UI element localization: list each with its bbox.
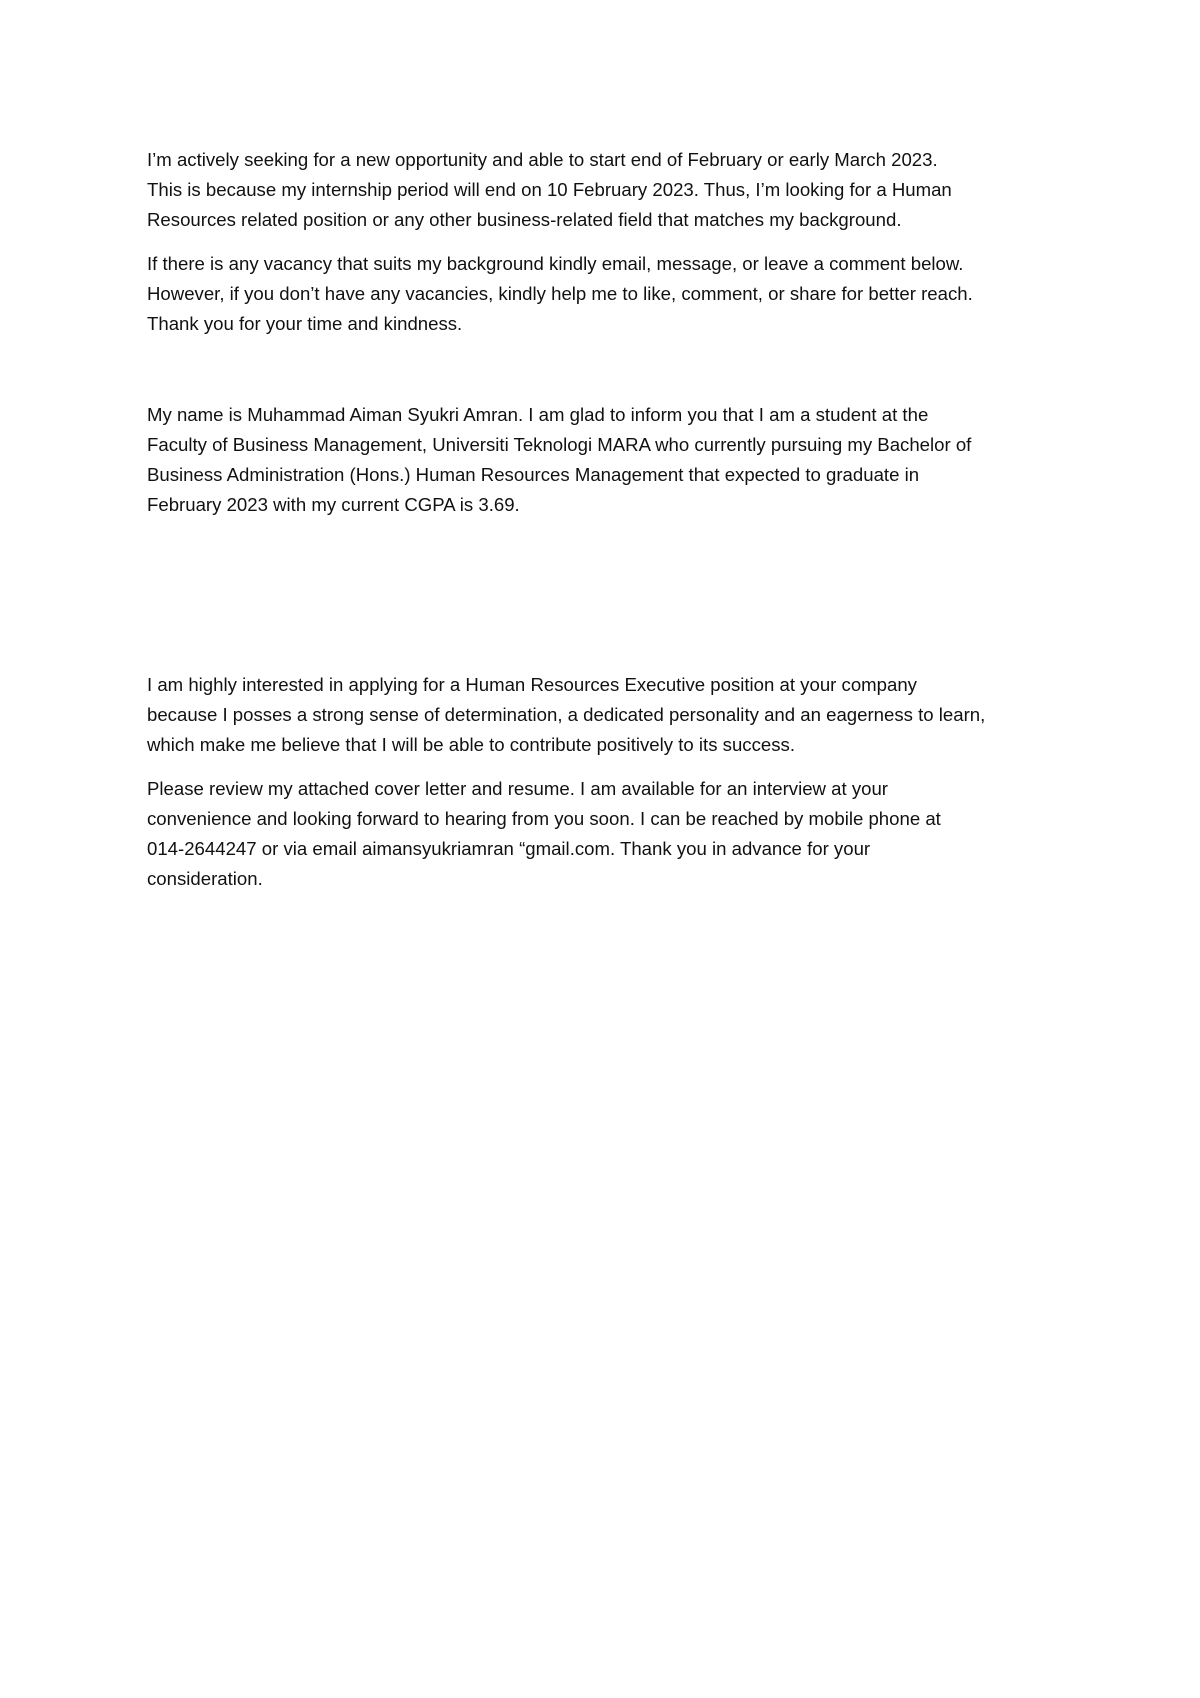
text-line: Resources related position or any other business-related field that matches my background.: [147, 209, 902, 230]
text-line: This is because my internship period will end on 10 February 2023. Thus, I’m looking for a Human: [147, 179, 952, 200]
paragraph-availability: [147, 145, 1077, 235]
text-line: Faculty of Business Management, Universiti Teknologi MARA who currently pursuing my Bachelor of: [147, 434, 972, 455]
text-line: because I posses a strong sense of determination, a dedicated personality and an eagerness to learn,: [147, 704, 986, 725]
paragraph-request: [147, 249, 1077, 339]
paragraph-introduction: [147, 400, 1077, 520]
text-line: I am highly interested in applying for a Human Resources Executive position at your company: [147, 674, 917, 695]
text-line: I’m actively seeking for a new opportunity and able to start end of February or early March 2023.: [147, 149, 938, 170]
text-line: Please review my attached cover letter and resume. I am available for an interview at your: [147, 778, 888, 799]
text-line: Thank you for your time and kindness.: [147, 313, 463, 334]
text-line: February 2023 with my current CGPA is 3.69.: [147, 494, 520, 515]
paragraph-interest: [147, 670, 1077, 760]
text-line: My name is Muhammad Aiman Syukri Amran. I am glad to inform you that I am a student at the: [147, 404, 929, 425]
text-line: 014-2644247 or via email aimansyukriamran “gmail.com. Thank you in advance for your: [147, 838, 871, 859]
text-line: consideration.: [147, 868, 263, 889]
paragraph-contact: [147, 774, 1077, 894]
text-line: which make me believe that I will be able to contribute positively to its success.: [147, 734, 795, 755]
text-line: Business Administration (Hons.) Human Resources Management that expected to graduate in: [147, 464, 920, 485]
text-line: However, if you don’t have any vacancies, kindly help me to like, comment, or share for better reach.: [147, 283, 973, 304]
text-line: convenience and looking forward to hearing from you soon. I can be reached by mobile phone at: [147, 808, 941, 829]
text-line: If there is any vacancy that suits my background kindly email, message, or leave a comment below.: [147, 253, 964, 274]
